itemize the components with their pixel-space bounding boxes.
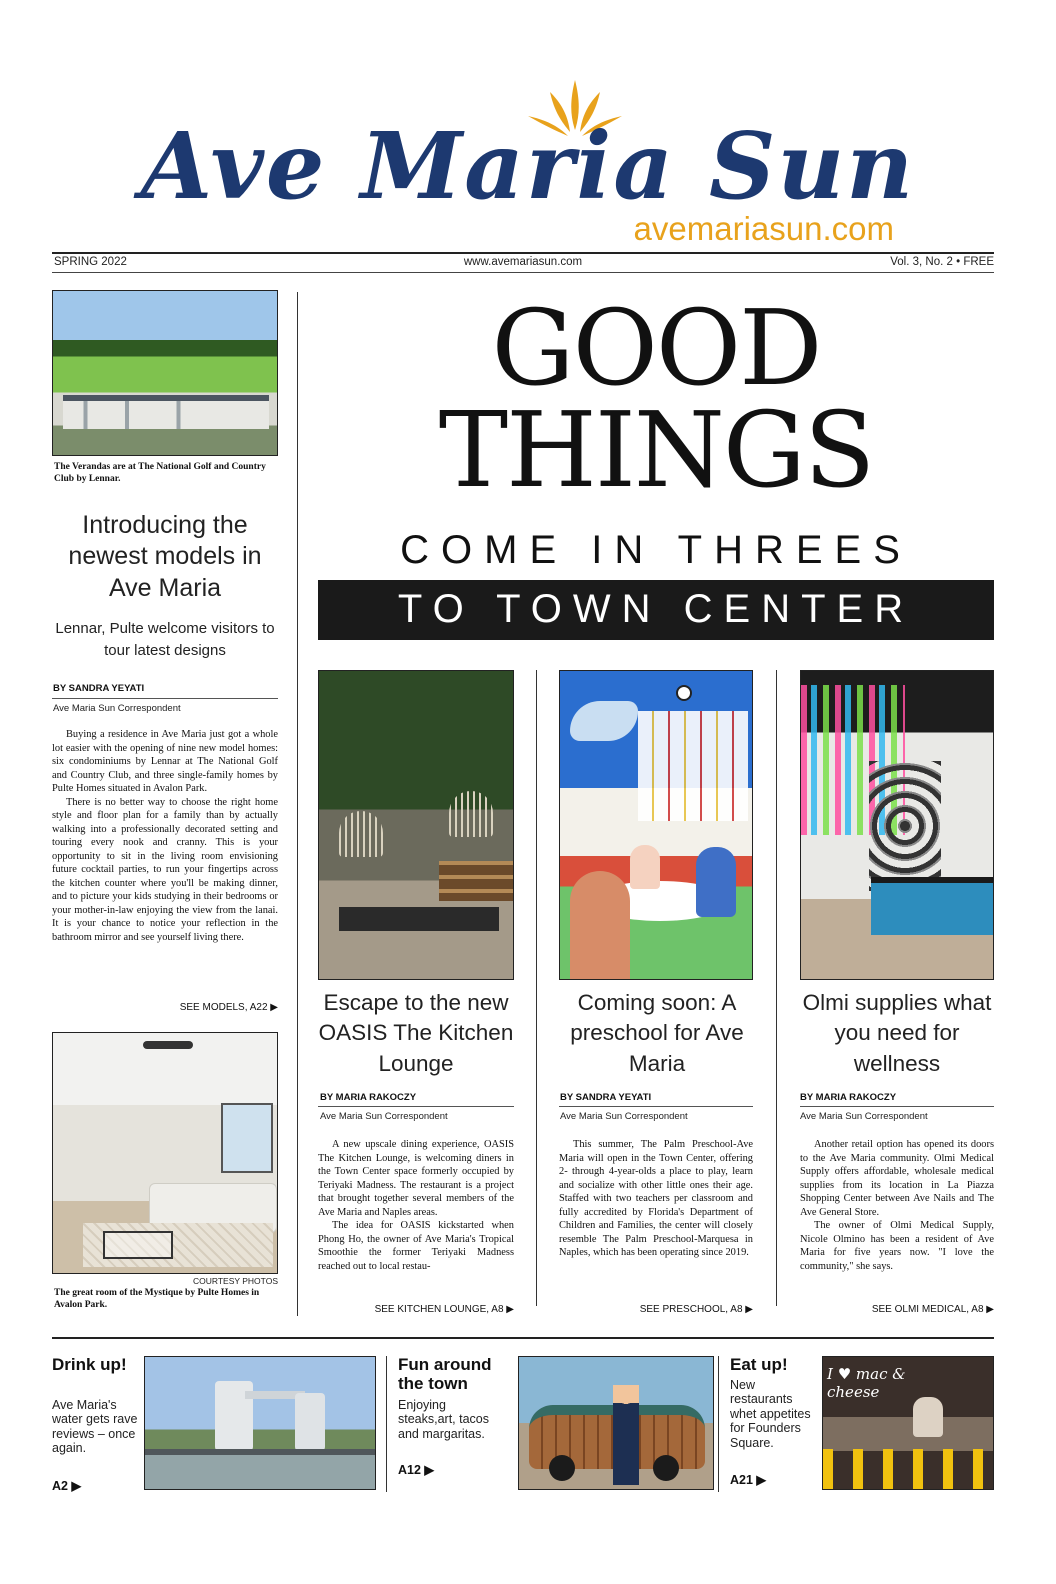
olmi-jump-link[interactable]: SEE OLMI MEDICAL, A8 ▶ (871, 1304, 994, 1315)
byline-rule (52, 698, 278, 699)
preschool-role: Ave Maria Sun Correspondent (560, 1111, 688, 1122)
olmi-body-p2: The owner of Olmi Medical Supply, Nicole Olmino has been a resident of Ave Maria for five years now. "I love the community," she says. (800, 1220, 994, 1272)
olmi-body-p1: Another retail option has opened its doors to the Ave Maria community. Olmi Medical Supply offers affordable, wholesale medical supplies from its location in La Piazza Shopping Center between Ave Nails and The Ave General Store. (800, 1139, 994, 1218)
teaser-eat-page[interactable]: A21 ▶ (730, 1473, 767, 1487)
preschool-photo (559, 670, 753, 980)
models-byline: BY SANDRA YEYATI (53, 683, 145, 694)
preschool-body (559, 1138, 753, 1260)
top-rule (52, 252, 994, 254)
preschool-jump-link[interactable]: SEE PRESCHOOL, A8 ▶ (639, 1304, 753, 1315)
column-rule (718, 1356, 719, 1492)
main-headline-line2: THINGS (438, 389, 874, 511)
preschool-body-p1: This summer, The Palm Preschool-Ave Maria will open in the Town Center, offering 2- through 4-year-olds a place to play, learn and socialize with other little ones their age. Staffed with two teachers per classroom and fully accredited by Florida's Department of Children and Families, the center will closely resemble The Palm Preschool-Marquesa in Naples, which has been operating since 2019. (559, 1139, 753, 1259)
teaser-town-page[interactable]: A12 ▶ (398, 1463, 435, 1477)
preschool-headline: Coming soon: A preschool for Ave Maria (570, 990, 744, 1076)
bottom-rule (52, 1337, 994, 1339)
column-rule (386, 1356, 387, 1492)
column-rule (536, 670, 537, 1306)
verandas-caption: The Verandas are at The National Golf and Country Club by Lennar. (54, 462, 266, 484)
olmi-byline: BY MARIA RAKOCZY (800, 1092, 897, 1103)
great-room-caption: The great room of the Mystique by Pulte Homes in Avalon Park. (54, 1288, 260, 1310)
teaser-water-deck: Ave Maria's water gets rave reviews – once again. (52, 1398, 138, 1456)
byline-rule (559, 1106, 753, 1107)
models-body (52, 728, 278, 944)
teaser-eat-deck: New restaurants whet appetites for Founders Square. (730, 1378, 811, 1450)
water-plant-photo (144, 1356, 376, 1490)
masthead-url[interactable]: avemariasun.com (633, 210, 894, 247)
models-body-p2: There is no better way to choose the right home style and floor plan for a family than by actually walking into a professionally decorated setting and touring every nook and cranny. This is your opportunity to sit in the living room envisioning future cocktail parties, to run your fingertips across the kitchen counter where you'll be making dinner, and to picture your kids studying in their bedrooms or your mother-in-law enjoying the view from the lanai. It is your chance to notice your reflection in the bathroom mirror and see yourself living there. (52, 796, 278, 943)
models-jump-link[interactable]: SEE MODELS, A22 ▶ (179, 1002, 278, 1013)
masthead (0, 0, 1056, 260)
main-headline-line4: TO TOWN CENTER (397, 587, 915, 631)
oasis-headline: Escape to the new OASIS The Kitchen Lounge (318, 990, 514, 1076)
teaser-water-page[interactable]: A2 ▶ (52, 1479, 82, 1493)
folio-website[interactable]: www.avemariasun.com (463, 256, 583, 268)
teaser-water-headline[interactable]: Drink up! (52, 1355, 127, 1374)
teaser-town-headline[interactable]: Fun around the town (398, 1355, 492, 1393)
teaser-town-deck: Enjoying steaks,art, tacos and margaritas. (398, 1398, 490, 1441)
olmi-headline: Olmi supplies what you need for wellness (802, 990, 992, 1076)
models-body-p1: Buying a residence in Ave Maria just got a whole lot easier with the opening of nine new model homes: six condominiums by Lennar at The National Golf and Country Club, and three single-family homes by Pulte Homes situated in Avalon Park. (52, 729, 278, 795)
models-role: Ave Maria Sun Correspondent (53, 703, 181, 714)
folio-line (52, 256, 994, 272)
oasis-role: Ave Maria Sun Correspondent (320, 1111, 448, 1122)
olmi-body (800, 1138, 994, 1273)
folio-volume: Vol. 3, No. 2 • FREE (890, 256, 994, 268)
great-room-photo (52, 1032, 278, 1274)
oasis-byline: BY MARIA RAKOCZY (320, 1092, 417, 1103)
byline-rule (318, 1106, 514, 1107)
models-headline: Introducing the newest models in Ave Maria (68, 511, 262, 602)
models-deck: Lennar, Pulte welcome visitors to tour latest designs (55, 620, 275, 659)
olmi-photo (800, 670, 994, 980)
oasis-body-p1: A new upscale dining experience, OASIS The Kitchen Lounge, is welcoming diners in the Town Center space formerly occupied by Teriyaki Madness. The restaurant is a project that brought together several members of the Ave Maria and Naples areas. (318, 1139, 514, 1218)
verandas-photo (52, 290, 278, 456)
main-headline-line1: GOOD (491, 287, 821, 409)
column-rule (297, 292, 298, 1316)
oasis-jump-link[interactable]: SEE KITCHEN LOUNGE, A8 ▶ (374, 1304, 514, 1315)
woody-car-photo (518, 1356, 714, 1490)
oasis-photo (318, 670, 514, 980)
teaser-eat-headline[interactable]: Eat up! (730, 1355, 788, 1374)
photo-credit: COURTESY PHOTOS (192, 1276, 278, 1286)
olmi-role: Ave Maria Sun Correspondent (800, 1111, 928, 1122)
main-headline-line3: COME IN THREES (400, 528, 912, 572)
folio-season: SPRING 2022 (54, 256, 127, 268)
mac-cheese-restaurant-photo (822, 1356, 994, 1490)
folio-rule (52, 272, 994, 273)
masthead-title: Ave Maria Sun (140, 112, 916, 220)
oasis-body (318, 1138, 514, 1273)
column-rule (776, 670, 777, 1306)
mac-sign: I ♥ mac & cheese (827, 1365, 906, 1401)
byline-rule (800, 1106, 994, 1107)
preschool-byline: BY SANDRA YEYATI (560, 1092, 652, 1103)
oasis-body-p2: The idea for OASIS kickstarted when Phong Ho, the owner of Ave Maria's Tropical Smoothie the former Teriyaki Madness reached out to local restau- (318, 1220, 514, 1272)
